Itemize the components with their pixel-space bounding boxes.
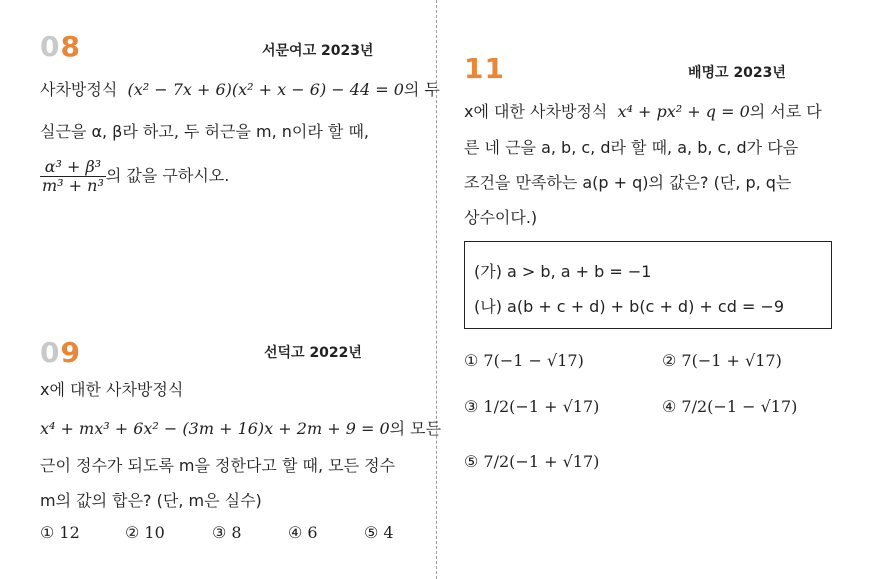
q11-choice-2[interactable]: ② 7(−1 + √17): [662, 351, 782, 370]
q11-line4: 상수이다.): [464, 208, 538, 227]
q11-choice-5[interactable]: ⑤ 7/2(−1 + √17): [464, 452, 600, 471]
q09-choice-5[interactable]: ⑤ 4: [364, 523, 394, 542]
q09-line1: x에 대한 사차방정식: [40, 380, 184, 399]
q09-choice-2[interactable]: ② 10: [125, 523, 165, 542]
q08-line2: 실근을 α, β라 하고, 두 허근을 m, n이라 할 때,: [40, 122, 369, 141]
question-number-11: 11: [464, 52, 505, 85]
question-number-08: 08: [40, 30, 81, 63]
q09-line4: m의 값의 합은? (단, m은 실수): [40, 491, 262, 510]
q11-choice-3[interactable]: ③ 1/2(−1 + √17): [464, 397, 600, 416]
q08-line3: $\frac{\text{α³ + β³}}{\text{m³ + n³}}$ 의 값을 구하시오.: [42, 157, 230, 195]
question-number-09: 09: [40, 336, 81, 369]
condition-a: (가) a > b, a + b = −1: [474, 262, 652, 281]
q09-line2: x⁴ + mx³ + 6x² − (3m + 16)x + 2m + 9 = 0의 모든: [40, 419, 442, 438]
q08-fraction: $\frac{\text{α³ + β³}}{\text{m³ + n³}}$: [42, 157, 104, 195]
q11-line2: 른 네 근을 a, b, c, d라 할 때, a, b, c, d가 다음: [464, 138, 799, 157]
condition-b: (나) a(b + c + d) + b(c + d) + cd = −9: [474, 297, 785, 316]
q11-choice-1[interactable]: ① 7(−1 − √17): [464, 351, 584, 370]
school-label-08: 서문여고 2023년: [262, 43, 374, 59]
q09-choice-3[interactable]: ③ 8: [212, 523, 242, 542]
q09-choice-4[interactable]: ④ 6: [288, 523, 318, 542]
school-label-11: 배명고 2023년: [688, 65, 786, 81]
q09-line3: 근이 정수가 되도록 m을 정한다고 할 때, 모든 정수: [40, 456, 396, 475]
q11-choice-4[interactable]: ④ 7/2(−1 − √17): [662, 397, 798, 416]
school-label-09: 선덕고 2022년: [264, 345, 362, 361]
q09-choice-1[interactable]: ① 12: [40, 523, 80, 542]
q11-line3: 조건을 만족하는 a(p + q)의 값은? (단, p, q는: [464, 173, 792, 192]
q08-line1: 사차방정식 (x² − 7x + 6)(x² + x − 6) − 44 = 0의 두: [40, 80, 440, 99]
q11-line1: x에 대한 사차방정식 x⁴ + px² + q = 0의 서로 다: [464, 102, 822, 121]
